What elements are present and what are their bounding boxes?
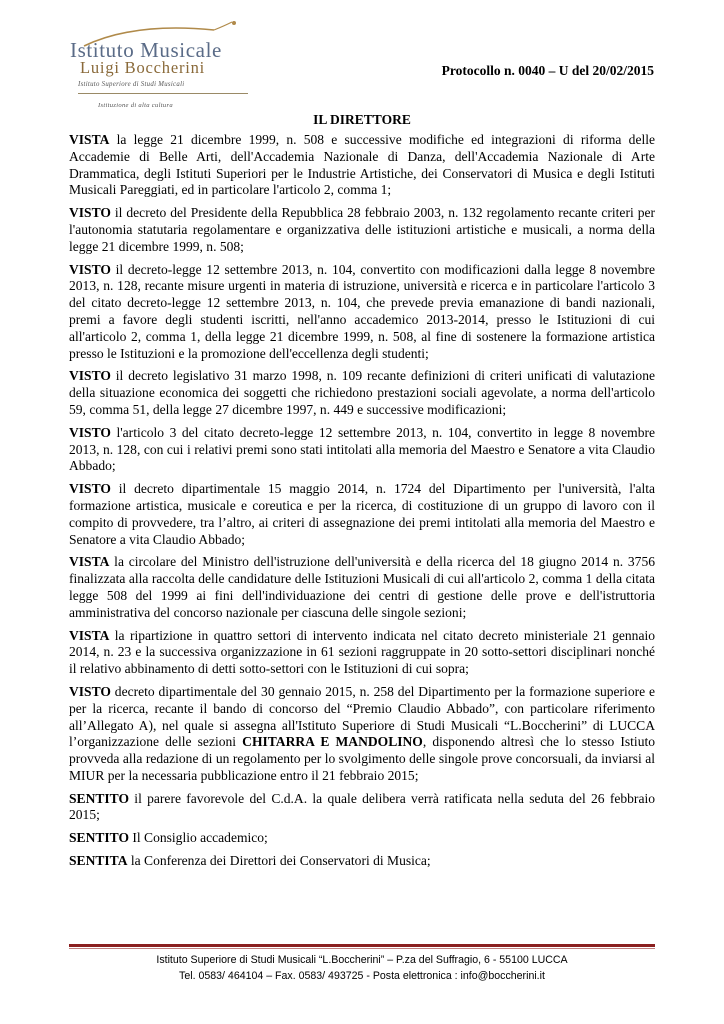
- paragraph: [69, 853, 655, 870]
- page-footer: [0, 953, 724, 984]
- paragraph-lead: VISTO: [69, 261, 111, 277]
- logo-line2: Luigi Boccherini: [80, 58, 206, 77]
- paragraph: [69, 262, 655, 363]
- logo-line3: Istituto Superiore di Studi Musicali: [78, 81, 185, 88]
- paragraph-text: il parere favorevole del C.d.A. la quale delibera verrà ratificata nella seduta del 26 febbraio 2015;: [69, 790, 655, 823]
- paragraph-lead: SENTITO: [69, 790, 129, 806]
- paragraph-text: , disponendo altresì che lo stesso Istiuto provveda alla redazione di un regolamento per lo svolgimento delle singole prove concorsuali, da inviarsi al MIUR per la necessaria pubblicazione entro il 21 febbraio 2015;: [69, 734, 656, 783]
- paragraph: [69, 554, 655, 621]
- paragraph-text: il decreto del Presidente della Repubblica 28 febbraio 2003, n. 132 regolamento recante criteri per l'autonomia statutaria regolamentare e organizzativa delle istituzioni artistiche e musicali, a norma della legge 21 dicembre 1999, n. 508;: [69, 205, 655, 254]
- logo-line1: Istituto Musicale: [70, 38, 222, 62]
- paragraph-lead: VISTO: [69, 205, 111, 221]
- paragraph: [69, 132, 655, 199]
- paragraph-text: Il Consiglio accademico;: [129, 830, 268, 846]
- document-body: [69, 132, 655, 876]
- paragraph-lead: VISTA: [69, 627, 110, 643]
- paragraph-lead: VISTA: [69, 132, 110, 147]
- paragraph: [69, 684, 655, 785]
- paragraph: [69, 628, 655, 678]
- paragraph: [69, 481, 655, 548]
- paragraph: [69, 791, 655, 825]
- paragraph-text: l'articolo 3 del citato decreto-legge 12 settembre 2013, n. 104, convertito in legge 8 novembre 2013, n. 128, con cui i relativi premi sono stati intitolati alla memoria del Maestro e Senatore a vita Claudio Abbado;: [69, 424, 655, 474]
- paragraph: [69, 425, 655, 475]
- paragraph: [69, 205, 655, 255]
- footer-contacts: Tel. 0583/ 464104 – Fax. 0583/ 493725 - Posta elettronica : info@boccherini.it: [179, 969, 545, 982]
- logo-divider: [78, 93, 248, 94]
- paragraph-lead: VISTO: [69, 368, 111, 384]
- paragraph-text: la circolare del Ministro dell'istruzione dell'università e della ricerca del 18 giugno 2014 n. 3756 finalizzata alla raccolta delle candidature delle Istituzioni Musicali di cui all'articolo 2, comma 1 della citata legge 508 del 1999 ai fini dell'individuazione dei centri di gestione delle prove e dell'istruttoria amministrativa del concorso nazionale per ciascuna delle singole sezioni;: [69, 554, 655, 620]
- section-names: CHITARRA E MANDOLINO: [242, 734, 423, 750]
- paragraph-text: la ripartizione in quattro settori di intervento indicata nel citato decreto ministeriale 21 gennaio 2014, n. 23 e la successiva organizzazione in 61 sezioni raggruppate in 20 sotto-settori disciplinari nonché il relativo abbinamento di detti sotto-settori con le Istituzioni di cui sopra;: [69, 627, 655, 677]
- paragraph-lead: SENTITO: [69, 830, 129, 846]
- paragraph-lead: SENTITA: [69, 853, 128, 869]
- protocol-number: Protocollo n. 0040 – U del 20/02/2015: [441, 63, 654, 78]
- paragraph-text: decreto dipartimentale del 30 gennaio 2015, n. 258 del Dipartimento per la formazione superiore e per la ricerca, recante il bando di concorso del “Premio Claudio Abbado”, con particolare riferimento all’Allegato A), nel quale si assegna all'Istituto Superiore di Studi Musicali “L.Boccherini” di LUCCA l’organizzazione delle sezioni: [69, 683, 655, 750]
- paragraph: [69, 830, 655, 847]
- document-title: IL DIRETTORE: [313, 112, 411, 127]
- paragraph-text: il decreto legislativo 31 marzo 1998, n. 109 recante definizioni di criteri unificati di valutazione della situazione economica dei soggetti che richiedono prestazioni sociali agevolate, a norma dell'articolo 59, comma 51, della legge 27 dicembre 1997, n. 449 e successive modificazioni;: [69, 368, 655, 417]
- paragraph: [69, 368, 655, 418]
- paragraph-text: il decreto dipartimentale 15 maggio 2014, n. 1724 del Dipartimento per l'università, l'alta formazione artistica, musicale e coreutica e per la ricerca, di costituzione di un gruppo di lavoro con il compito di provvedere, tra l’altro, ai criteri di assegnazione dei premi intitolati alla memoria del Maestro e Senatore a vita Claudio Abbado;: [69, 481, 655, 547]
- paragraph-lead: VISTA: [69, 554, 110, 570]
- paragraph-lead: VISTO: [69, 424, 111, 440]
- footer-address: Istituto Superiore di Studi Musicali “L.Boccherini” – P.za del Suffragio, 6 - 55100 LUCCA: [156, 954, 568, 966]
- footer-divider: [69, 944, 655, 947]
- footer-divider-thin: [69, 948, 655, 949]
- paragraph-text: il decreto-legge 12 settembre 2013, n. 104, convertito con modificazioni dalla legge 8 novembre 2013, n. 128, recante misure urgenti in materia di istruzione, università e ricerca e in particolare l'articolo 3 del citato decreto-legge 12 settembre 2013, n. 104, che prevede previa emanazione di bandi nazionali, premi a favore degli studenti iscritti, nell'anno accademico 2013-2014, presso le Istituzioni di cui all'articolo 2, comma 1, della legge 21 dicembre 1999, n. 508, al fine di sostenere la formazione artistica presso le Istituzioni e la promozione dell'eccellenza degli studenti;: [69, 261, 655, 361]
- institute-logo: [64, 20, 260, 109]
- paragraph-lead: VISTO: [69, 481, 111, 497]
- paragraph-text: la legge 21 dicembre 1999, n. 508 e successive modifiche ed integrazioni di riforma delle Accademie di Belle Arti, dell'Accademia Nazionale di Danza, dell'Accademia Nazionale di Arte Drammatica, degli Istituti Superiori per le Industrie Artistiche, dei Conservatori di Musica e degli Istituti Musicali Pareggiati, ed in particolare l'articolo 2, comma 1;: [69, 132, 655, 198]
- paragraph-text: la Conferenza dei Direttori dei Conservatori di Musica;: [127, 853, 431, 869]
- paragraph-lead: VISTO: [69, 683, 111, 699]
- logo-tagline: Istituzione di alta cultura: [98, 102, 173, 109]
